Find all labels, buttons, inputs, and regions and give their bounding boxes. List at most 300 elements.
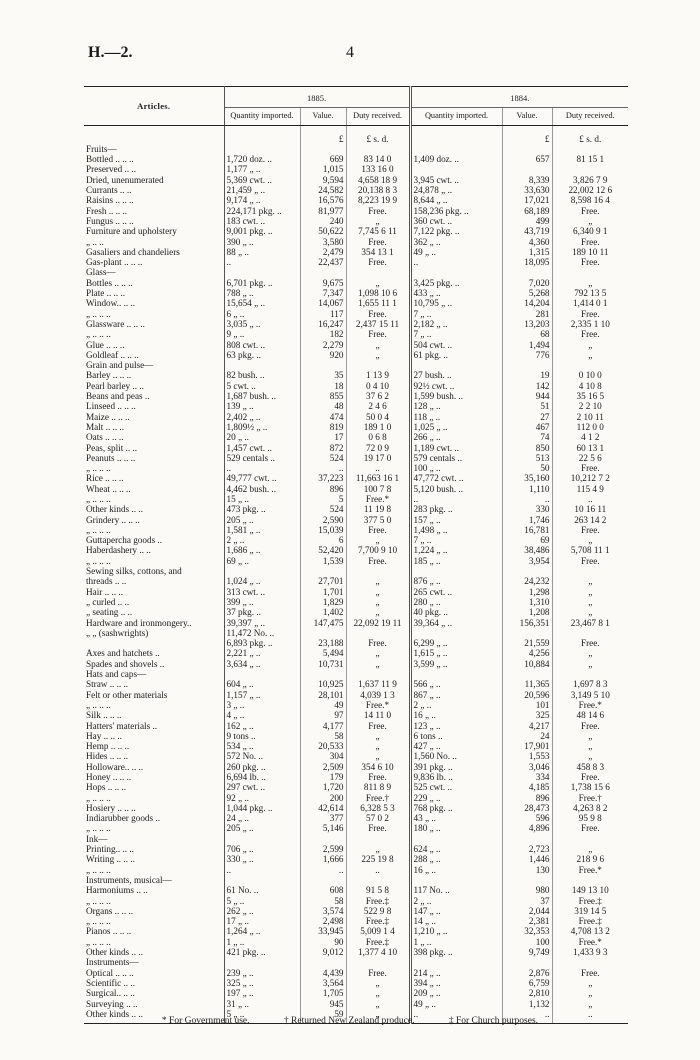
cell-value-1884: 4,360 [502, 237, 552, 247]
cell-duty-1884: „ [588, 607, 593, 618]
table-row [84, 782, 628, 792]
cell-article: „ .. .. .. [84, 916, 224, 926]
cell-article: Goldleaf .. .. .. [84, 350, 224, 360]
cell-article: Haberdashery .. .. [84, 545, 224, 555]
cell-duty-1885: Free.* [365, 493, 390, 504]
cell-quantity-1885: 1,157 „ .. [224, 690, 300, 700]
cell-duty-1885: „ [375, 648, 380, 659]
cell-duty-1885: 0 4 10 [366, 380, 389, 391]
table-row [84, 443, 628, 453]
table-row [84, 741, 628, 751]
cell-quantity-1884: 40 pkg. .. [410, 607, 502, 617]
cell-duty-1885: 72 0 9 [366, 442, 389, 453]
cell-duty-1885: 1,637 11 9 [358, 679, 397, 690]
cell-quantity-1885 [224, 834, 300, 844]
cell-value-1884: 156,351 [502, 618, 552, 628]
cell-duty-1885 [346, 875, 410, 885]
cell-quantity-1884: 100 „ .. [410, 463, 502, 473]
cell-value-1885: 16,247 [300, 319, 346, 329]
cell-article: Raisins .. .. .. [84, 195, 224, 205]
table-row [84, 340, 628, 350]
cell-value-1884: 2,810 [502, 988, 552, 998]
cell-value-1885: 819 [300, 422, 346, 432]
cell-duty-1885: „ [375, 751, 380, 762]
cell-value-1884: 50 [502, 463, 552, 473]
cell-value-1884: 35,160 [502, 473, 552, 483]
cell-duty-1884: „ [588, 741, 593, 752]
cell-quantity-1885: 82 bush. .. [224, 370, 300, 380]
cell-quantity-1884: 1,189 cwt. .. [410, 443, 502, 453]
cell-duty-1885: 811 8 9 [363, 782, 392, 793]
cell-value-1884: 9,749 [502, 947, 552, 957]
cell-value-1884: 13,203 [502, 319, 552, 329]
cell-duty-1885: „ [375, 988, 380, 999]
cell-quantity-1885: 92 „ .. [224, 793, 300, 803]
cell-value-1885 [300, 144, 346, 154]
cell-duty-1884: Free.† [578, 792, 602, 803]
cell-value-1884: 2,381 [502, 916, 552, 926]
table-row [84, 834, 628, 844]
cell-article: Hatters' materials .. [84, 721, 224, 731]
cell-value-1884: .. [502, 1009, 552, 1024]
cell-value-1885: 1,720 [300, 782, 346, 792]
cell-quantity-1884: 876 „ .. [410, 576, 502, 586]
cell-duty-1884: „ [588, 586, 593, 597]
cell-quantity-1885: 20 „ .. [224, 432, 300, 442]
cell-value-1884: 596 [502, 813, 552, 823]
cell-quantity-1884: 123 „ .. [410, 721, 502, 731]
cell-quantity-1885: 1,686 „ .. [224, 545, 300, 555]
cell-value-1885: 33,945 [300, 926, 346, 936]
table-row [84, 813, 628, 823]
table-row [84, 288, 628, 298]
cell-value-1884: 1,746 [502, 515, 552, 525]
cell-article: Plate .. .. .. [84, 288, 224, 298]
cell-quantity-1884: 1,498 „ .. [410, 525, 502, 535]
cell-duty-1884: £ s. d. [579, 133, 602, 144]
cell-article: Holloware.. .. .. [84, 762, 224, 772]
table-row [84, 267, 628, 277]
cell-quantity-1884: 9,836 lb. .. [410, 772, 502, 782]
table-row [84, 206, 628, 216]
cell-duty-1885: 1,377 4 10 [357, 947, 398, 958]
cell-quantity-1885: 297 cwt. .. [224, 782, 300, 792]
cell-duty-1884: 23,467 8 1 [570, 617, 610, 628]
cell-quantity-1885: 6 „ .. [224, 309, 300, 319]
cell-value-1884: 21,559 [502, 638, 552, 648]
cell-quantity-1885: 1,024 „ .. [224, 576, 300, 586]
cell-quantity-1885 [224, 957, 300, 967]
cell-quantity-1884: 398 pkg. .. [410, 947, 502, 957]
cell-duty-1884: Free.‡ [578, 895, 602, 906]
cell-quantity-1885: 529 centals .. [224, 453, 300, 463]
cell-duty-1884: „ [588, 349, 593, 360]
cell-article: Indiarubber goods .. [84, 813, 224, 823]
table-row [84, 298, 628, 308]
cell-value-1884 [502, 267, 552, 277]
cell-quantity-1884: 7 „ .. [410, 309, 502, 319]
cell-value-1884: 18,095 [502, 257, 552, 267]
cell-value-1884: 944 [502, 391, 552, 401]
cell-quantity-1885: 788 „ .. [224, 288, 300, 298]
cell-duty-1885: 2,437 15 11 [355, 318, 400, 329]
cell-quantity-1885: 390 „ .. [224, 237, 300, 247]
cell-article: Hay .. .. .. [84, 731, 224, 741]
cell-value-1885: 59 [300, 1009, 346, 1024]
cell-quantity-1884: 49 „ .. [410, 999, 502, 1009]
cell-value-1884 [502, 957, 552, 967]
cell-duty-1885 [346, 834, 410, 844]
cell-duty-1884: 2 2 10 [578, 401, 602, 412]
cell-duty-1884: Free. [580, 638, 600, 649]
table-row [84, 401, 628, 411]
cell-value-1885: 920 [300, 350, 346, 360]
cell-duty-1884: 95 9 8 [578, 813, 602, 824]
table-row [84, 762, 628, 772]
cell-quantity-1884: 566 „ .. [410, 679, 502, 689]
table-row [84, 360, 628, 370]
cell-quantity-1885: 197 „ .. [224, 988, 300, 998]
cell-article: Hair .. .. .. [84, 587, 224, 597]
cell-duty-1885: „ [375, 730, 380, 741]
cell-value-1884: 17,901 [502, 741, 552, 751]
cell-value-1885: 1,701 [300, 587, 346, 597]
table-row [84, 412, 628, 422]
cell-value-1884: 5,268 [502, 288, 552, 298]
cell-value-1885: 37,223 [300, 473, 346, 483]
cell-value-1884: 4,256 [502, 648, 552, 658]
cell-quantity-1885: 421 pkg. .. [224, 947, 300, 957]
cell-value-1885: .. [300, 865, 346, 875]
cell-duty-1885: 19 17 0 [363, 452, 392, 463]
cell-value-1885: 179 [300, 772, 346, 782]
cell-value-1884: 74 [502, 432, 552, 442]
cell-quantity-1885: 6,694 lb. .. [224, 772, 300, 782]
cell-value-1884: 7,020 [502, 278, 552, 288]
cell-quantity-1884: 39,364 „ .. [410, 618, 502, 628]
cell-value-1884: 330 [502, 504, 552, 514]
cell-value-1885: 23,188 [300, 638, 346, 648]
cell-quantity-1884: 7 „ .. [410, 329, 502, 339]
table-row [84, 422, 628, 432]
cell-quantity-1885: 808 cwt. .. [224, 340, 300, 350]
cell-duty-1884: „ [588, 998, 593, 1009]
cell-quantity-1885: 260 pkg. .. [224, 762, 300, 772]
cell-value-1884: £ [502, 125, 552, 144]
table-row [84, 370, 628, 380]
cell-article: Preserved .. .. [84, 164, 224, 174]
cell-article: Grindery .. .. .. [84, 515, 224, 525]
cell-value-1884: 10,884 [502, 659, 552, 669]
table-row [84, 690, 628, 700]
cell-value-1885: 24,582 [300, 185, 346, 195]
cell-value-1885: 669 [300, 154, 346, 164]
cell-value-1885: 896 [300, 484, 346, 494]
cell-article: Maize .. .. .. [84, 412, 224, 422]
cell-value-1884: 6,759 [502, 978, 552, 988]
table-row [84, 628, 628, 638]
cell-duty-1884: Free. [580, 823, 600, 834]
cell-duty-1885: 100 7 8 [363, 483, 392, 494]
cell-quantity-1884: 3,425 pkg. .. [410, 278, 502, 288]
cell-quantity-1884: 504 cwt. .. [410, 340, 502, 350]
footnote-government: * For Government use. [161, 1016, 250, 1026]
cell-value-1884 [502, 566, 552, 576]
cell-duty-1885: 1 13 9 [366, 370, 389, 381]
cell-quantity-1885: 3,035 „ .. [224, 319, 300, 329]
cell-article: Pearl barley .. .. [84, 381, 224, 391]
cell-duty-1884: „ [588, 844, 593, 855]
cell-duty-1885 [346, 360, 410, 370]
table-row [84, 278, 628, 288]
cell-duty-1884: „ [588, 576, 593, 587]
cell-duty-1885 [346, 957, 410, 967]
cell-value-1885 [300, 875, 346, 885]
cell-value-1884: 513 [502, 453, 552, 463]
table-row [84, 731, 628, 741]
cell-value-1885: 17 [300, 432, 346, 442]
cell-quantity-1884: 43 „ .. [410, 813, 502, 823]
cell-value-1885: 6 [300, 535, 346, 545]
table-row [84, 432, 628, 442]
cell-duty-1885: „ [375, 535, 380, 546]
cell-value-1884 [502, 144, 552, 154]
cell-duty-1885: Free. [368, 555, 387, 566]
quantity-header: Quantity imported. [224, 108, 300, 125]
cell-quantity-1884: .. [410, 257, 502, 267]
cell-duty-1884: 10,212 7 2 [570, 473, 610, 484]
cell-value-1884: .. [502, 494, 552, 504]
table-row [84, 906, 628, 916]
cell-article: Silk .. .. .. [84, 710, 224, 720]
cell-duty-1885: 6,328 5 3 [360, 802, 395, 813]
cell-value-1884 [502, 164, 552, 174]
year-header-row [84, 87, 628, 108]
cell-quantity-1885: 15 „ .. [224, 494, 300, 504]
cell-quantity-1884: 266 „ .. [410, 432, 502, 442]
cell-quantity-1885: 1,687 bush. .. [224, 391, 300, 401]
cell-duty-1885: „ [375, 215, 380, 226]
cell-duty-1885: 225 19 8 [361, 854, 394, 865]
cell-quantity-1885: 9,001 pkg. .. [224, 226, 300, 236]
cell-value-1885: 1,666 [300, 854, 346, 864]
cell-value-1885 [300, 957, 346, 967]
cell-value-1884: 2,723 [502, 844, 552, 854]
cell-quantity-1884: 1,224 „ .. [410, 545, 502, 555]
cell-quantity-1885 [224, 144, 300, 154]
cell-duty-1885 [346, 267, 410, 277]
cell-article: Hides .. .. .. [84, 751, 224, 761]
cell-value-1884 [502, 875, 552, 885]
table-row [84, 185, 628, 195]
cell-quantity-1884: 360 cwt. .. [410, 216, 502, 226]
cell-duty-1885: 50 0 4 [366, 411, 389, 422]
cell-value-1885: 3,564 [300, 978, 346, 988]
cell-value-1885: 2,279 [300, 340, 346, 350]
cell-duty-1884: 0 10 0 [578, 370, 602, 381]
cell-article: Spades and shovels .. [84, 659, 224, 669]
table-row [84, 648, 628, 658]
cell-quantity-1885: 1,044 pkg. .. [224, 803, 300, 813]
cell-article: „ „ (sashwrights) [84, 628, 224, 638]
cell-duty-1885: 7,745 6 11 [358, 226, 397, 237]
cell-quantity-1885: 49,777 cwt. .. [224, 473, 300, 483]
cell-quantity-1885: 1,720 doz. .. [224, 154, 300, 164]
cell-duty-1884: Free. [580, 257, 600, 268]
cell-quantity-1885: 1,264 „ .. [224, 926, 300, 936]
cell-duty-1885: Free.‡ [365, 916, 390, 927]
cell-article: Instruments— [84, 957, 224, 967]
cell-quantity-1884 [410, 834, 502, 844]
cell-duty-1884: „ [588, 277, 593, 288]
cell-value-1885: 22,437 [300, 257, 346, 267]
cell-duty-1885: „ [375, 586, 380, 597]
cell-quantity-1884: 2 „ .. [410, 700, 502, 710]
cell-value-1885: 9,012 [300, 947, 346, 957]
cell-duty-1885: 1,098 10 6 [357, 288, 398, 299]
cell-value-1884: 38,486 [502, 545, 552, 555]
table-row [84, 659, 628, 669]
cell-value-1884: 32,353 [502, 926, 552, 936]
cell-value-1885: 18 [300, 381, 346, 391]
cell-duty-1884: 5,708 11 1 [570, 545, 610, 556]
footnote-returned-produce: † Returned New Zealand produce. [283, 1016, 415, 1026]
table-row [84, 710, 628, 720]
cell-value-1885: 117 [300, 309, 346, 319]
cell-value-1884: 3,046 [502, 762, 552, 772]
cell-value-1884: 51 [502, 401, 552, 411]
cell-article: „ .. .. .. [84, 793, 224, 803]
cell-quantity-1885: 1,457 cwt. .. [224, 443, 300, 453]
cell-article: Grain and pulse— [84, 360, 224, 370]
cell-value-1885: 1,402 [300, 607, 346, 617]
cell-value-1885: 5,494 [300, 648, 346, 658]
cell-value-1884: 24,232 [502, 576, 552, 586]
cell-duty-1884 [552, 267, 628, 277]
table-row [84, 154, 628, 164]
cell-quantity-1884: .. [410, 494, 502, 504]
cell-value-1885: 27,701 [300, 576, 346, 586]
cell-quantity-1884: 61 pkg. .. [410, 350, 502, 360]
cell-quantity-1885: 224,171 pkg. .. [224, 206, 300, 216]
cell-quantity-1884: 16 „ .. [410, 865, 502, 875]
cell-quantity-1885 [224, 360, 300, 370]
cell-duty-1884 [552, 875, 628, 885]
cell-value-1884: 980 [502, 885, 552, 895]
cell-quantity-1885: 9 tons .. [224, 731, 300, 741]
cell-quantity-1884: 391 pkg. .. [410, 762, 502, 772]
cell-value-1885: 1,539 [300, 556, 346, 566]
table-row [84, 803, 628, 813]
value-header: Value. [502, 108, 552, 125]
cell-quantity-1885: 1 „ .. [224, 937, 300, 947]
cell-article: Dried, unenumerated [84, 175, 224, 185]
cell-value-1884: 101 [502, 700, 552, 710]
cell-duty-1884: 263 14 2 [574, 514, 607, 525]
table-row [84, 350, 628, 360]
cell-article: Axes and hatchets .. [84, 648, 224, 658]
cell-quantity-1884 [410, 125, 502, 144]
cell-article: „ .. .. .. [84, 525, 224, 535]
cell-quantity-1885: 3 „ .. [224, 700, 300, 710]
cell-quantity-1884: 117 No. .. [410, 885, 502, 895]
cell-value-1884: 1,208 [502, 607, 552, 617]
cell-article: Hops .. .. .. [84, 782, 224, 792]
cell-quantity-1884: 209 „ .. [410, 988, 502, 998]
cell-value-1885: 9,675 [300, 278, 346, 288]
cell-quantity-1885: .. [224, 463, 300, 473]
cell-quantity-1884: 229 „ .. [410, 793, 502, 803]
cell-duty-1885: Free. [368, 308, 387, 319]
table-row [84, 916, 628, 926]
cell-quantity-1884: 10,795 „ .. [410, 298, 502, 308]
table-row [84, 319, 628, 329]
cell-duty-1885: „ [375, 998, 380, 1009]
table-row [84, 823, 628, 833]
cell-value-1884: 325 [502, 710, 552, 720]
table-row [84, 751, 628, 761]
cell-quantity-1885: 15,654 „ .. [224, 298, 300, 308]
cell-duty-1885: Free. [368, 772, 387, 782]
cell-duty-1884: 8,598 16 4 [570, 195, 610, 206]
cell-quantity-1884: 3,945 cwt. .. [410, 175, 502, 185]
cell-value-1884: 776 [502, 350, 552, 360]
table-row [84, 587, 628, 597]
cell-quantity-1884: 1,599 bush. .. [410, 391, 502, 401]
cell-value-1884: 1,110 [502, 484, 552, 494]
cell-value-1884: 2,044 [502, 906, 552, 916]
cell-article: Currants .. .. [84, 185, 224, 195]
cell-article: Gasaliers and chandeliers [84, 247, 224, 257]
cell-article: Bottled .. .. .. [84, 154, 224, 164]
cell-value-1885: 49 [300, 700, 346, 710]
table-row [84, 164, 628, 174]
table-row [84, 607, 628, 617]
cell-value-1885: 2,590 [300, 515, 346, 525]
cell-duty-1884: Free. [580, 463, 600, 474]
cell-quantity-1885: 21,459 „ .. [224, 185, 300, 195]
cell-quantity-1885: 88 „ .. [224, 247, 300, 257]
cell-duty-1885: 11,663 16 1 [355, 473, 400, 484]
table-row [84, 535, 628, 545]
cell-quantity-1884: 24,878 „ .. [410, 185, 502, 195]
duty-header: Duty received. [552, 108, 628, 125]
cell-value-1885: 240 [300, 216, 346, 226]
cell-duty-1885: Free. [368, 329, 387, 340]
cell-article: Organs .. .. .. [84, 906, 224, 916]
cell-duty-1884: 4 10 8 [578, 380, 602, 391]
footnotes [0, 1016, 700, 1026]
cell-duty-1885: 354 6 10 [361, 761, 394, 772]
cell-value-1885: 2,509 [300, 762, 346, 772]
table-row [84, 721, 628, 731]
cell-duty-1885: Free. [368, 638, 387, 649]
cell-duty-1885 [346, 628, 410, 638]
cell-quantity-1884: 1,560 No. .. [410, 751, 502, 761]
cell-quantity-1885: 139 „ .. [224, 401, 300, 411]
table-row [84, 237, 628, 247]
table-row [84, 257, 628, 267]
cell-quantity-1885: .. [224, 257, 300, 267]
cell-article: Other kinds .. .. [84, 504, 224, 514]
cell-value-1884: 20,596 [502, 690, 552, 700]
cell-quantity-1884 [410, 360, 502, 370]
cell-value-1884 [502, 669, 552, 679]
cell-quantity-1884: 185 „ .. [410, 556, 502, 566]
cell-quantity-1885: 6,701 pkg. .. [224, 278, 300, 288]
cell-quantity-1885: .. [224, 865, 300, 875]
cell-quantity-1885: 6,893 pkg. .. [224, 638, 300, 648]
